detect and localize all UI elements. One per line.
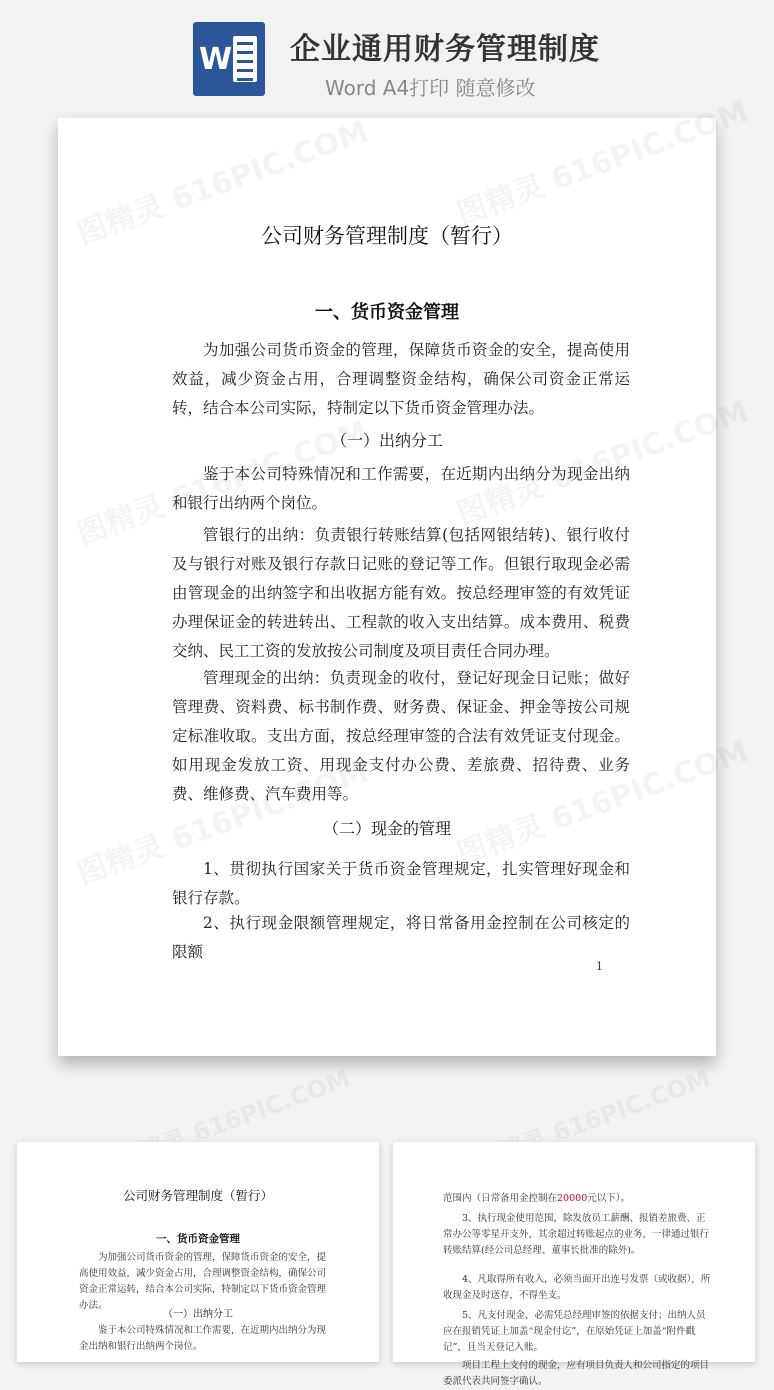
header-subtitle: Word A4打印 随意修改	[325, 76, 536, 100]
word-icon-lines	[233, 36, 257, 82]
thumb-paragraph: 项目工程上支付的现金，应有项目负责人和公司指定的项目委派代表共同签字确认。	[443, 1360, 710, 1387]
thumb-text: 元以下）。	[587, 1193, 631, 1204]
paragraph-bank-cashier: 管银行的出纳：负责银行转账结算(包括网银结转)、银行收付及与银行对账及银行存款日记账的登记等工作。但银行取现金必需由管现金的出纳签字和出收据方能有效。按总经理审签的有效凭证办理保证金的转进转出、工程款的收入支出结算。成本费用、税费交纳、民工工资的发放按公司制度及项目责任合同办理。	[172, 526, 630, 660]
thumb-section-heading: 一、货币资金管理	[156, 1233, 240, 1245]
document-title: 公司财务管理制度（暂行）	[261, 224, 513, 248]
section-heading: 一、货币资金管理	[315, 302, 459, 323]
header-title: 企业通用财务管理制度	[290, 32, 600, 67]
paragraph-rule-2: 2、执行现金限额管理规定，将日常备用金控制在公司核定的限额	[172, 914, 630, 961]
word-icon	[193, 22, 265, 96]
thumbnail-strip	[0, 1090, 774, 1387]
subsection-heading: （二）现金的管理	[322, 819, 451, 838]
thumb-paragraph: 为加强公司货币资金的管理，保障货币资金的安全，提高使用效益，减少资金占用，合理调整资金结构，确保公司资金正常运转，结合本公司实际，特制定以下货币资金管理办法。	[79, 1252, 327, 1311]
thumb-paragraph: 3、执行现金使用范围，除发放员工薪酬、报销差旅费、正常办公等零星开支外，其余超过转账起点的业务，一律通过银行转账结算(经公司总经理、董事长批准的除外)。	[443, 1213, 710, 1256]
page-number: 1	[596, 960, 603, 973]
document-page	[58, 118, 716, 1056]
subsection-heading: （一）出纳分工	[330, 431, 443, 450]
word-icon-letter: W	[199, 42, 233, 77]
thumb-paragraph: 4、凡取得所有收入，必须当面开出连号发票（或收据），所收现金及时送存，不得坐支。	[443, 1274, 711, 1301]
thumb-paragraph	[443, 1191, 715, 1207]
paragraph-rule-1: 1、贯彻执行国家关于货币资金管理规定，扎实管理好现金和银行存款。	[172, 860, 630, 907]
thumbnail-page-1	[17, 1142, 379, 1362]
thumb-subsection-heading: （一）出纳分工	[163, 1309, 233, 1320]
thumb-paragraph: 鉴于本公司特殊情况和工作需要，在近期内出纳分为现金出纳和银行出纳两个岗位。	[79, 1325, 327, 1352]
thumb-paragraph: 5、凡支付现金，必需凭总经理审签的依据支付；出纳人员应在报销凭证上加盖“现金付讫”，在原始凭证上加盖“附件戳记”，且当天登记入账。	[443, 1310, 706, 1353]
thumb-text: 范围内（日常备用金控制在	[443, 1193, 558, 1204]
paragraph-cash-cashier: 管理现金的出纳：负责现金的收付，登记好现金日记账；做好管理费、资料费、标书制作费、财务费、保证金、押金等按公司规定标准收取。支出方面，按总经理审签的合法有效凭证支付现金。如用现金发放工资、用现金支付办公费、差旅费、招待费、业务费、维修费、汽车费用等。	[172, 669, 630, 803]
thumb-title: 公司财务管理制度（暂行）	[122, 1188, 273, 1203]
header	[0, 0, 774, 110]
paragraph-intro: 为加强公司货币资金的管理，保障货币资金的安全，提高使用效益，减少资金占用，合理调整资金结构，确保公司资金正常运转，结合本公司实际，特制定以下货币资金管理办法。	[172, 341, 630, 417]
paragraph-cashier-division: 鉴于本公司特殊情况和工作需要，在近期内出纳分为现金出纳和银行出纳两个岗位。	[172, 465, 630, 512]
thumbnail-page-2	[393, 1142, 755, 1387]
thumb-highlight-amount: 20000	[557, 1193, 588, 1204]
